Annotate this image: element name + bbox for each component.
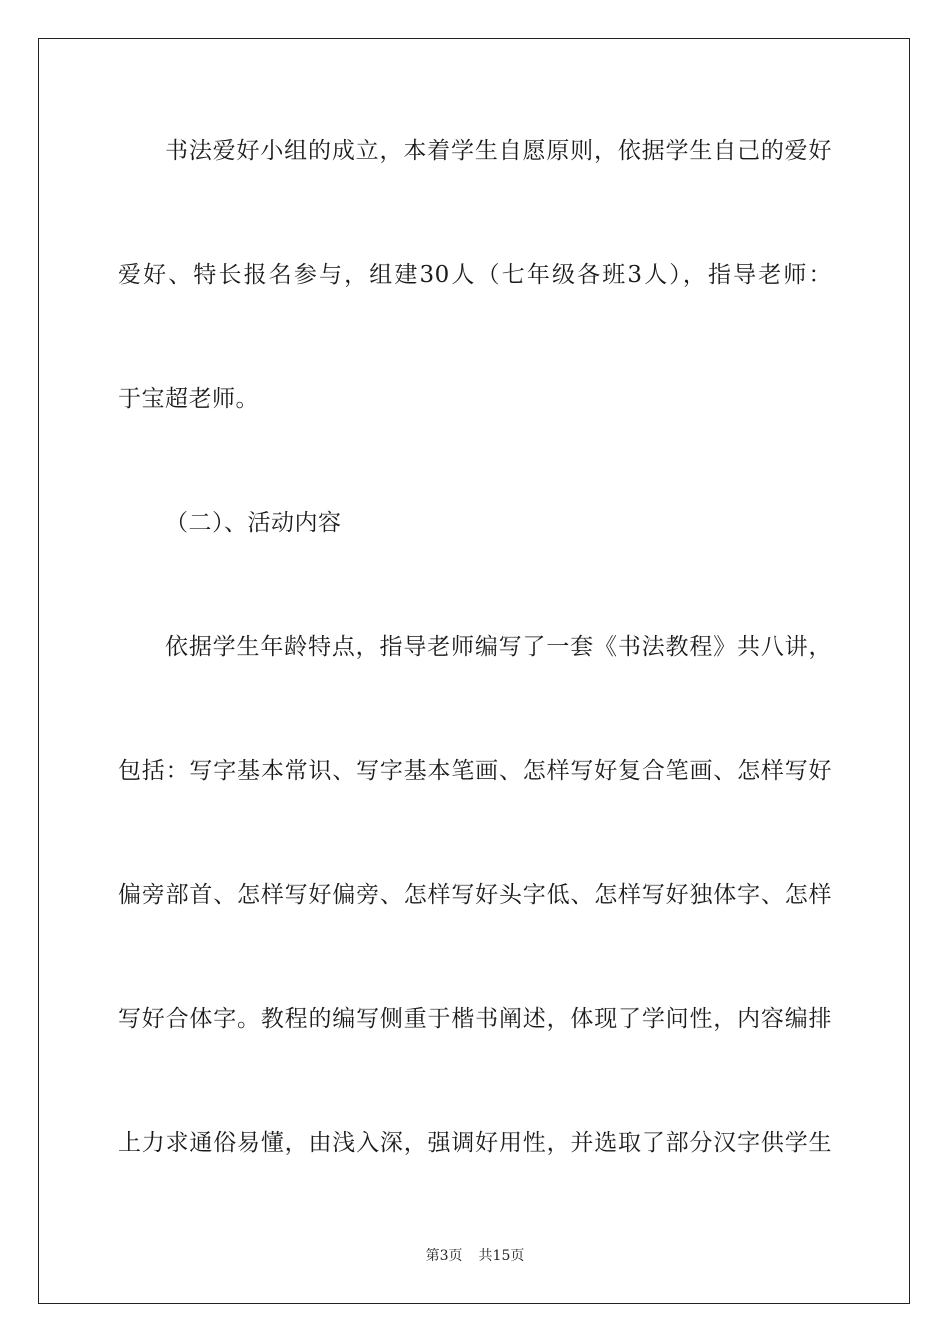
paragraph-line-1: 书法爱好小组的成立，本着学生自愿原则，依据学生自己的爱好 [165,138,832,164]
page-footer [0,1247,950,1265]
paragraph-line-2: 爱好、特长报名参与，组建30人（七年级各班3人），指导老师： [118,262,832,288]
section-heading: （二）、活动内容 [165,510,342,536]
page-border [38,38,910,1304]
paragraph-line-8: 上力求通俗易懂，由浅入深，强调好用性，并选取了部分汉字供学生 [118,1130,832,1156]
paragraph-line-5: 包括：写字基本常识、写字基本笔画、怎样写好复合笔画、怎样写好 [118,758,832,784]
paragraph-line-7: 写好合体字。教程的编写侧重于楷书阐述，体现了学问性，内容编排 [118,1006,832,1032]
paragraph-line-3: 于宝超老师。 [118,386,259,412]
paragraph-line-4: 依据学生年龄特点，指导老师编写了一套《书法教程》共八讲， [165,634,832,660]
page-number: 第3页 [425,1248,463,1264]
paragraph-line-6: 偏旁部首、怎样写好偏旁、怎样写好头字低、怎样写好独体字、怎样 [118,882,832,908]
page-total: 共15页 [478,1248,525,1264]
